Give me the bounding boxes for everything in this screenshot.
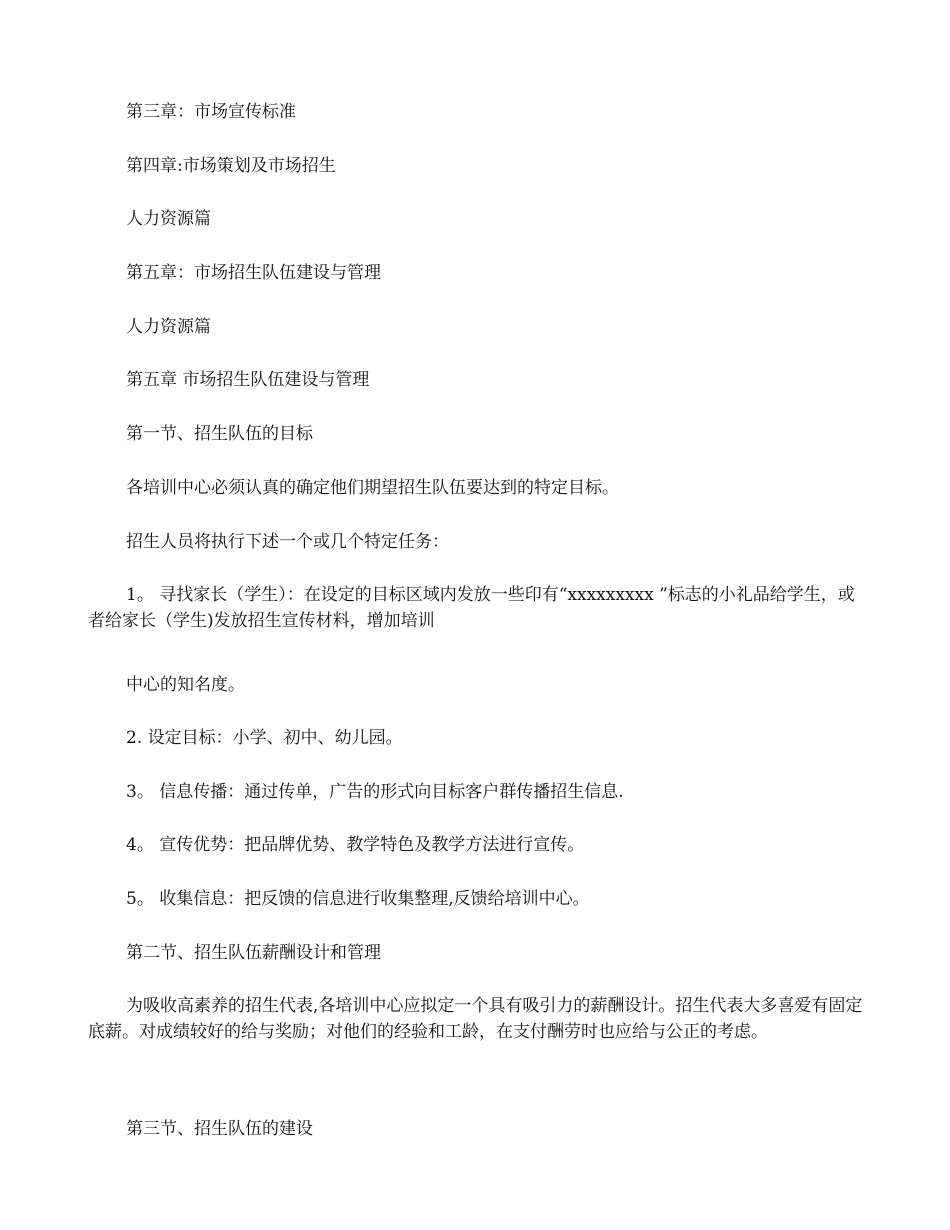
list-item-3: 3。 信息传播：通过传单，广告的形式向目标客户群传播招生信息.	[126, 782, 624, 802]
chapter-heading-4: 第四章:市场策划及市场招生	[126, 156, 336, 176]
list-item-2: 2. 设定目标：小学、初中、幼儿园。	[126, 728, 403, 748]
section-title-hr-2: 人力资源篇	[126, 317, 211, 337]
chapter-heading-3: 第三章：市场宣传标准	[126, 102, 296, 122]
list-item-1: 1。 寻找家长（学生）：在设定的目标区域内发放一些印有“xxxxxxxxx ”标志的小礼品给学生，或者给家长（学生)发放招生宣传材料，增加培训	[88, 585, 855, 631]
section-title-hr: 人力资源篇	[126, 209, 211, 229]
list-item-5: 5。 收集信息：把反馈的信息进行收集整理,反馈给培训中心。	[126, 889, 590, 909]
section-heading-2: 第二节、招生队伍薪酬设计和管理	[126, 943, 381, 963]
body-paragraph-salary: 为吸收高素养的招生代表,各培训中心应拟定一个具有吸引力的薪酬设计。招生代表大多喜爱有固定底薪。对成绩较好的给与奖励；对他们的经验和工龄，在支付酬劳时也应给与公正的考虑。	[88, 996, 863, 1042]
list-item-4: 4。 宣传优势：把品牌优势、教学特色及教学方法进行宣传。	[126, 835, 585, 855]
body-paragraph: 招生人员将执行下述一个或几个特定任务：	[126, 532, 449, 552]
chapter-heading-5-repeat: 第五章 市场招生队伍建设与管理	[126, 370, 370, 390]
section-heading-3: 第三节、招生队伍的建设	[126, 1119, 313, 1139]
list-item-1-continuation: 中心的知名度。	[126, 675, 245, 695]
section-heading-1: 第一节、招生队伍的目标	[126, 424, 313, 444]
chapter-heading-5: 第五章：市场招生队伍建设与管理	[126, 263, 381, 283]
body-paragraph: 各培训中心必须认真的确定他们期望招生队伍要达到的特定目标。	[126, 478, 619, 498]
